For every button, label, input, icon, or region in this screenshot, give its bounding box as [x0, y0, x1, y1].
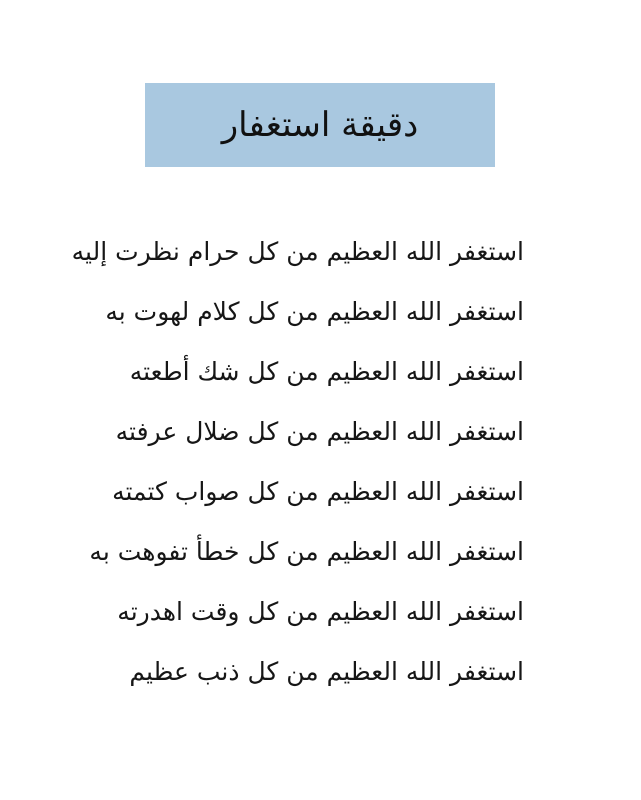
- istighfar-line-8: استغفر الله العظيم من كل ذنب عظيم: [129, 657, 524, 686]
- istighfar-line-1: استغفر الله العظيم من كل حرام نظرت إليه: [71, 237, 524, 266]
- istighfar-list: [71, 222, 524, 702]
- istighfar-line-4: استغفر الله العظيم من كل ضلال عرفته: [115, 417, 524, 446]
- page-title: دقيقة استغفار: [221, 105, 419, 145]
- istighfar-line-7: استغفر الله العظيم من كل وقت اهدرته: [117, 597, 524, 626]
- istighfar-line-3: استغفر الله العظيم من كل شك أطعته: [129, 357, 524, 386]
- title-banner: [145, 83, 495, 167]
- istighfar-line-2: استغفر الله العظيم من كل كلام لهوت به: [105, 297, 524, 326]
- istighfar-line-5: استغفر الله العظيم من كل صواب كتمته: [112, 477, 524, 506]
- istighfar-line-6: استغفر الله العظيم من كل خطأ تفوهت به: [89, 537, 524, 566]
